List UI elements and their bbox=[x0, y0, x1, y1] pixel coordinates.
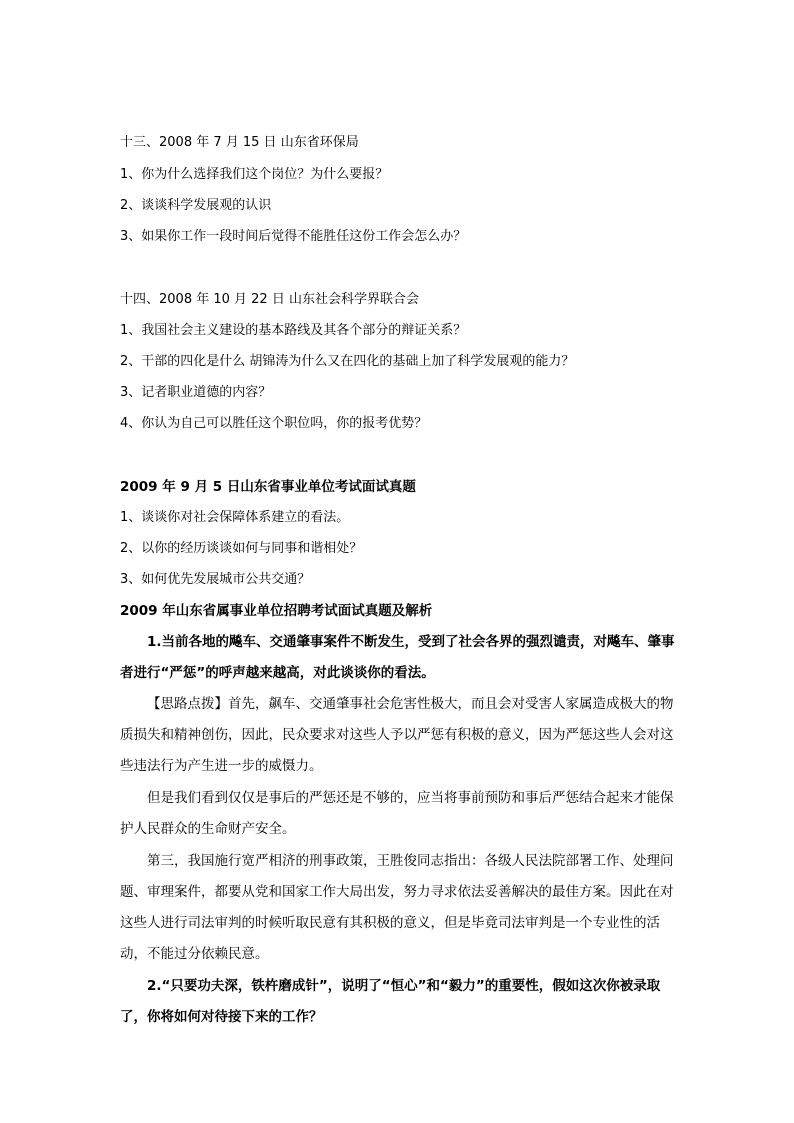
section-2009a-item-2: 2、以你的经历谈谈如何与同事和谐相处？ bbox=[120, 541, 363, 556]
section-2009a-item-1: 1、谈谈你对社会保障体系建立的看法。 bbox=[120, 510, 350, 525]
answer-paragraph-2: 但是我们看到仅仅是事后的严惩还是不够的，应当将事前预防和事后严惩结合起来才能保护人民群众的生命财产安全。 bbox=[120, 790, 674, 837]
section-13-item-2: 2、谈谈科学发展观的认识 bbox=[120, 198, 272, 213]
section-13-heading: 十三、2008 年 7 月 15 日 山东省环保局 bbox=[120, 135, 359, 150]
question-2: 2.“只要功夫深，铁杵磨成针”，说明了“恒心”和“毅力”的重要性，假如这次你被录取了，你将如何对待接下来的工作？ bbox=[120, 978, 661, 1025]
section-14-item-4: 4、你认为自己可以胜任这个职位吗，你的报考优势？ bbox=[120, 416, 428, 431]
section-13-item-1: 1、你为什么选择我们这个岗位？为什么要报？ bbox=[120, 167, 389, 182]
section-13-item-3: 3、如果你工作一段时间后觉得不能胜任这份工作会怎么办？ bbox=[120, 229, 467, 244]
section-2009a-item-3: 3、如何优先发展城市公共交通？ bbox=[120, 572, 311, 587]
section-14-heading: 十四、2008 年 10 月 22 日 山东社会科学界联合会 bbox=[120, 292, 419, 307]
section-14-item-1: 1、我国社会主义建设的基本路线及其各个部分的辩证关系？ bbox=[120, 323, 467, 338]
answer-paragraph-1: 【思路点拨】首先，飙车、交通肇事社会危害性极大，而且会对受害人家属造成极大的物质损失和精神创伤，因此，民众要求对这些人予以严惩有积极的意义，因为严惩这些人会对这些违法行为产生进一步的威慑力。 bbox=[120, 696, 674, 774]
section-14-item-3: 3、记者职业道德的内容？ bbox=[120, 385, 272, 400]
section-2009b-heading: 2009 年山东省属事业单位招聘考试面试真题及解析 bbox=[120, 603, 433, 619]
question-1: 1.当前各地的飚车、交通肇事案件不断发生，受到了社会各界的强烈谴责，对飚车、肇事者进行“严惩”的呼声越来越高，对此谈谈你的看法。 bbox=[120, 634, 675, 681]
answer-paragraph-3: 第三，我国施行宽严相济的刑事政策，王胜俊同志指出：各级人民法院部署工作、处理问题、审理案件，都要从党和国家工作大局出发，努力寻求依法妥善解决的最佳方案。因此在对这些人进行司法审判的时候听取民意有其积极的意义，但是毕竟司法审判是一个专业性的活动，不能过分依赖民意。 bbox=[120, 853, 674, 962]
section-2009a-heading: 2009 年 9 月 5 日山东省事业单位考试面试真题 bbox=[120, 479, 416, 495]
section-14-item-2: 2、干部的四化是什么 胡锦涛为什么又在四化的基础上加了科学发展观的能力？ bbox=[120, 354, 575, 369]
